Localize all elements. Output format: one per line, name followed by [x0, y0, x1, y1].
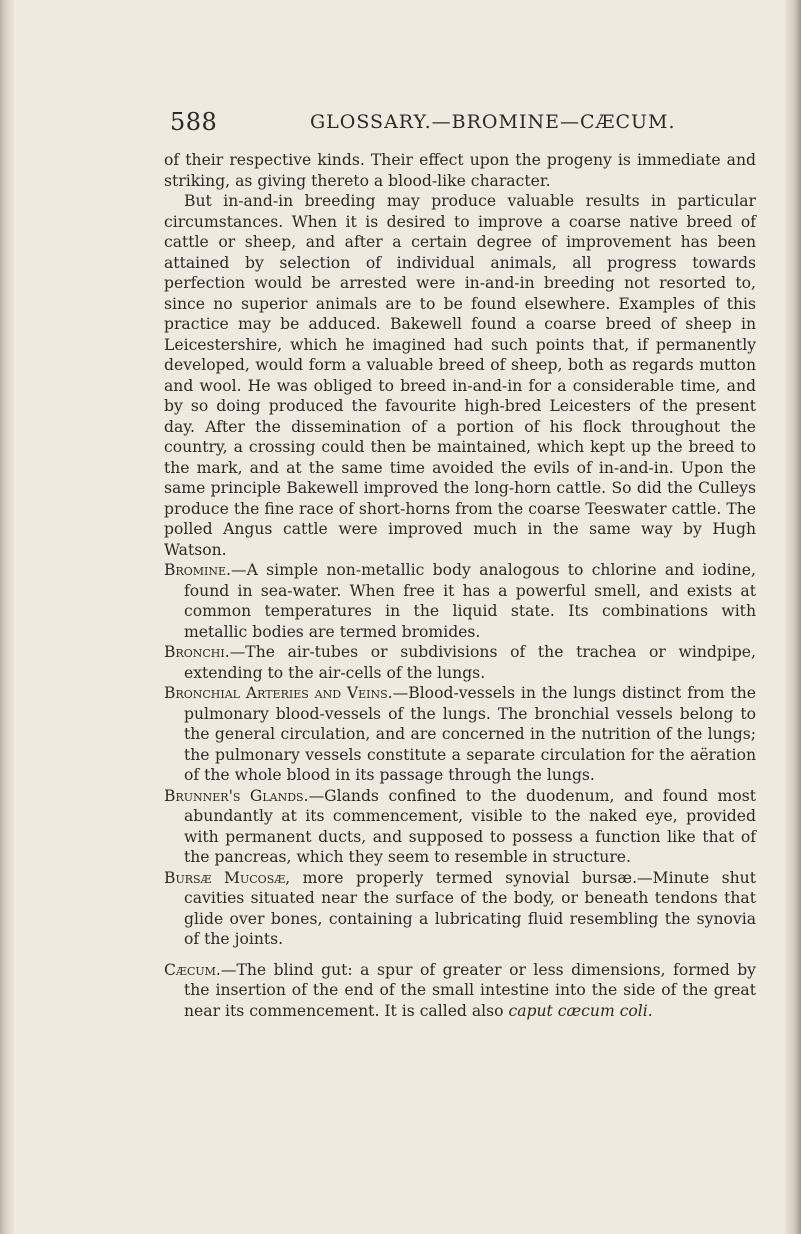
- entry-term: Bronchial Arteries and Veins.: [164, 684, 393, 702]
- running-head: GLOSSARY.—BROMINE—CÆCUM.: [310, 111, 676, 133]
- glossary-entry-brunners-glands: [164, 786, 756, 868]
- glossary-entry-bronchial-arteries: [164, 683, 756, 786]
- glossary-entry-bursae-mucosae: [164, 868, 756, 950]
- continued-paragraph: of their respective kinds. Their effect upon the progeny is immediate and striking, as giving thereto a blood-like character.: [164, 151, 756, 190]
- breeding-paragraph: But in-and-in breeding may produce valuable results in particular circumstances. When it is desired to improve a coarse native breed of cattle or sheep, and after a certain degree of improvement has been attained by selection of individual animals, all progress towards perfection would be arrested were in-and-in breeding not resorted to, since no superior animals are to be found elsewhere. Examples of this practice may be adduced. Bakewell found a coarse breed of sheep in Leicestershire, which he imagined had such points that, if permanently developed, would form a valuable breed of sheep, both as regards mutton and wool. He was obliged to breed in-and-in for a considerable time, and by so doing produced the favourite high-bred Leicesters of the present day. After the dissemination of a portion of his flock throughout the country, a crossing could then be maintained, which kept up the breed to the mark, and at the same time avoided the evils of in-and-in. Upon the same principle Bakewell improved the long-horn cattle. So did the Culleys produce the fine race of short-horns from the coarse Teeswater cattle. The polled Angus cattle were improved much in the same way by Hugh Watson.: [164, 192, 756, 559]
- entry-term: Cæcum.: [164, 960, 221, 979]
- entry-definition: more properly termed synovial bursæ.—Minute shut cavities situated near the surface of the body, or beneath tendons that glide over bones, containing a lubricating fluid resembling the synovia of the joints.: [184, 868, 756, 948]
- page-header: [170, 108, 790, 138]
- entry-definition: —Glands confined to the duodenum, and found most abundantly at its commencement, visible to the naked eye, provided with permanent ducts, and supposed to possess a function like that of the pancreas, which they seem to resemble in structure.: [184, 786, 756, 866]
- glossary-entry-bronchi: [164, 642, 756, 683]
- page-number: 588: [170, 108, 218, 136]
- entry-term: Brunner's Glands.: [164, 786, 309, 805]
- entry-definition: —Blood-vessels in the lungs distinct from the pulmonary blood-vessels of the lungs. The bronchial vessels belong to the general circulation, and are concerned in the nutrition of the lungs; the pulmonary vessels constitute a separate circulation for the aëration of the whole blood in its passage through the lungs.: [184, 684, 756, 784]
- entry-definition: —The blind gut: a spur of greater or less dimensions, formed by the insertion of the end of the small intestine into the side of the great near its commencement. It is called also: [184, 960, 756, 1020]
- entry-definition: —A simple non-metallic body analogous to chlorine and iodine, found in sea-water. When free it has a powerful smell, and exists at common temperatures in the liquid state. Its combinations with metallic bodies are termed bromides.: [184, 561, 756, 641]
- page-gutter-shadow: [0, 0, 14, 1234]
- page-edge-shadow: [785, 0, 801, 1234]
- glossary-entry-bromine: [164, 560, 756, 642]
- entry-definition: —The air-tubes or subdivisions of the trachea or windpipe, extending to the air-cells of the lungs.: [184, 643, 756, 682]
- entry-term: Bromine.: [164, 561, 231, 579]
- entry-term: Bronchi.: [164, 643, 230, 661]
- entry-term: Bursæ Mucosæ,: [164, 868, 291, 887]
- entry-latin-name: caput cæcum coli.: [508, 1001, 653, 1020]
- page-body: [164, 150, 756, 1021]
- glossary-entry-caecum: [164, 960, 756, 1022]
